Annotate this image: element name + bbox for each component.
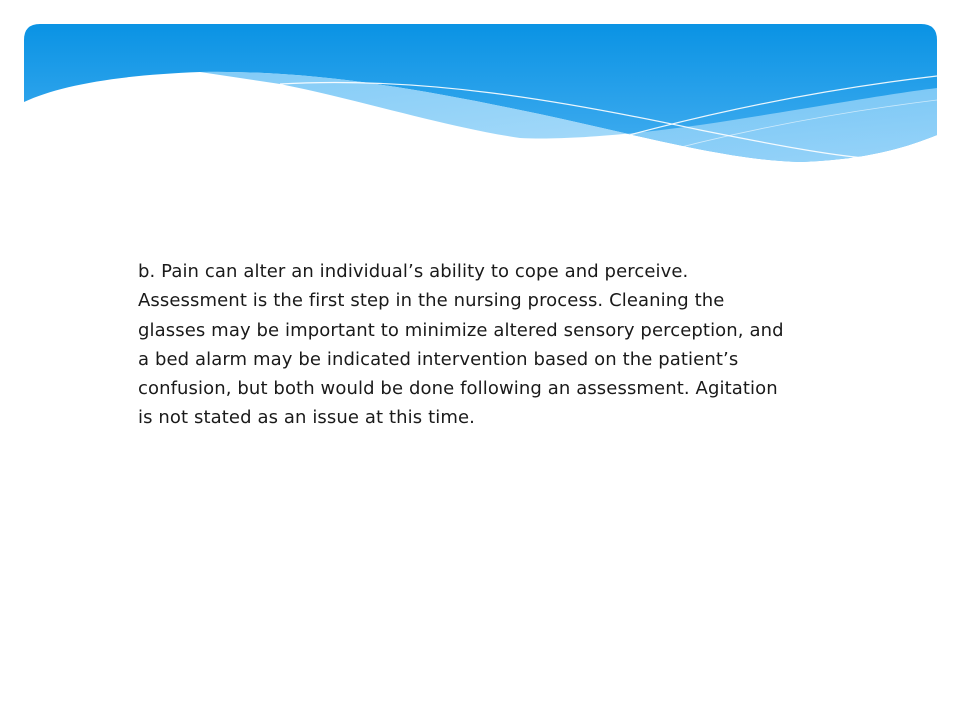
body-text: b. Pain can alter an individual’s ability to cope and perceive. Assessment is the first step in the nursing process. Cleaning the glasses may be important to minimize altered sensory perception, and a bed alarm may be indicated intervention based on the patient’s confusion, but both would be done following an assessment. Agitation is not stated as an issue at this time. [138, 261, 784, 429]
header-wave-banner [0, 0, 960, 200]
